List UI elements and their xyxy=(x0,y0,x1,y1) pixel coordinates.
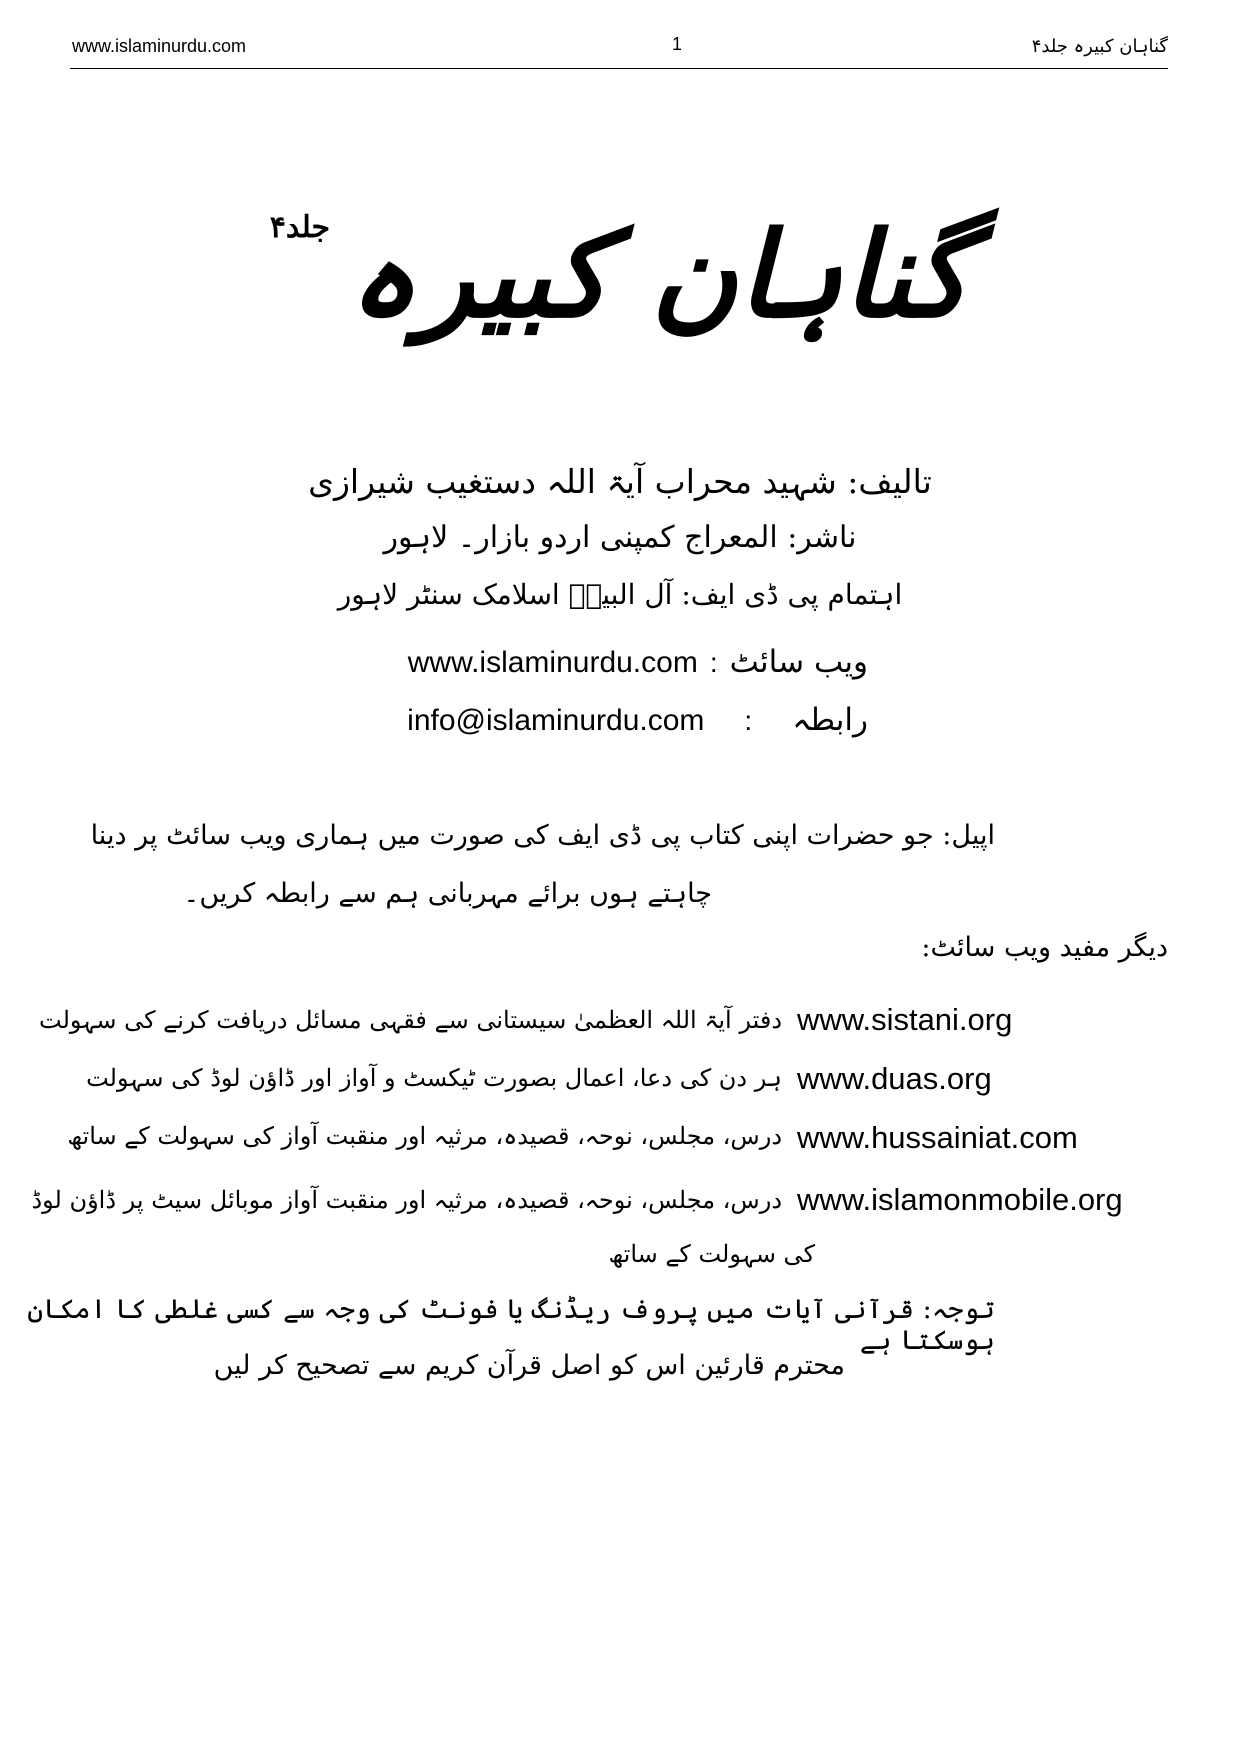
appeal-line-2: چاہتے ہوں برائے مہربانی ہم سے رابطہ کریں۔ xyxy=(183,878,712,909)
website-link[interactable]: www.islaminurdu.com xyxy=(407,646,698,679)
page-number: 1 xyxy=(672,34,683,54)
site-link-islamonmobile[interactable]: www.islamonmobile.org xyxy=(797,1182,1123,1217)
appeal-line-1: اپیل: جو حضرات اپنی کتاب پی ڈی ایف کی صورت میں ہماری ویب سائٹ پر دینا xyxy=(90,820,995,851)
note-line-1: توجہ: قرآنی آیات میں پروف ریڈنگ یا فونٹ کی وجہ سے کسی غلطی کا امکان ہوسکتا ہے xyxy=(27,1294,995,1356)
pdf-credit-line: اہتمام پی ڈی ایف: آل البیتؑ اسلامک سنٹر لاہور xyxy=(337,578,903,611)
publisher-line: ناشر: المعراج کمپنی اردو بازار۔ لاہور xyxy=(383,520,857,555)
site-desc-duas: ہر دن کی دعا، اعمال بصورت ٹیکسٹ و آواز اور ڈاؤن لوڈ کی سہولت xyxy=(86,1064,782,1092)
website-row xyxy=(408,644,868,680)
site-desc-sistani: دفتر آیۃ اللہ العظمیٰ سیستانی سے فقہی مسائل دریافت کرنے کی سہولت xyxy=(39,1006,782,1034)
site-link-sistani[interactable]: www.sistani.org xyxy=(797,1002,1013,1037)
header-divider xyxy=(70,68,1168,69)
site-link-duas[interactable]: www.duas.org xyxy=(797,1061,992,1096)
contact-email-link[interactable]: info@islaminurdu.com xyxy=(407,704,705,737)
header-book-title: گناہان کبیرہ جلد۴ xyxy=(1031,36,1168,57)
contact-row xyxy=(407,702,868,738)
book-title xyxy=(0,160,1240,390)
book-volume: جلد۴ xyxy=(269,210,331,245)
contact-separator: : xyxy=(744,705,753,736)
other-sites-heading: دیگر مفید ویب سائٹ: xyxy=(921,932,1168,963)
site-link-hussainiat[interactable]: www.hussainiat.com xyxy=(797,1120,1078,1155)
site-desc-islamonmobile-cont: کی سہولت کے ساتھ xyxy=(608,1240,815,1268)
header-website-link[interactable]: www.islaminurdu.com xyxy=(72,36,247,56)
site-desc-islamonmobile: درس، مجلس، نوحہ، قصیدہ، مرثیہ اور منقبت آواز موبائل سیٹ پر ڈاؤن لوڈ xyxy=(31,1186,782,1214)
author-line: تالیف: شہید محراب آیۃ اللہ دستغیب شیرازی xyxy=(308,462,932,501)
website-separator: : xyxy=(709,647,718,678)
website-label: ویب سائٹ xyxy=(729,644,868,680)
note-line-2: محترم قارئین اس کو اصل قرآن کریم سے تصحیح کر لیں xyxy=(213,1350,845,1381)
book-title-main: گناہان کبیرہ xyxy=(348,205,971,344)
contact-label: رابطہ xyxy=(792,702,868,738)
site-desc-hussainiat: درس، مجلس، نوحہ، قصیدہ، مرثیہ اور منقبت آواز کی سہولت کے ساتھ xyxy=(67,1122,782,1150)
